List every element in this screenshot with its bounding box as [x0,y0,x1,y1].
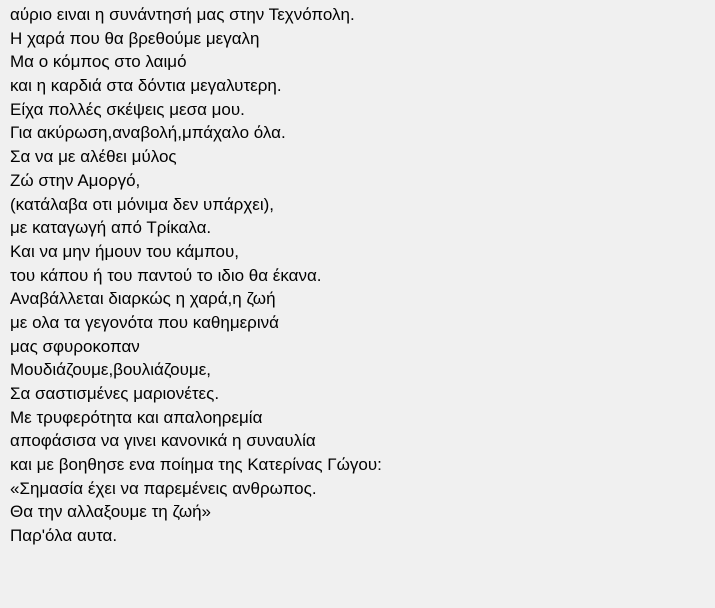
poem-line: του κάπου ή του παντού το ιδιο θα έκανα. [10,265,322,285]
poem-line: Ζώ στην Αμοργό, [10,170,141,190]
poem-line: Η χαρά που θα βρεθούμε μεγαλη [10,28,260,48]
poem-line: Μουδιάζουμε,βουλιάζουμε, [10,360,212,380]
poem-line: αποφάσισα να γινει κανονικά η συναυλία [10,431,316,451]
poem-line: με ολα τα γεγονότα που καθημερινά [10,312,279,332]
poem-line: «Σημασία έχει να παρεμένεις ανθρωπος. [10,478,317,498]
poem-line: Σα να με αλέθει μύλος [10,147,177,167]
poem-line: και με βοηθησε ενα ποίημα της Κατερίνας Γώγου: [10,455,382,475]
poem-line: (κατάλαβα οτι μόνιμα δεν υπάρχει), [10,194,274,214]
poem-line: Παρ'όλα αυτα. [10,526,118,546]
poem-line: Είχα πολλές σκέψεις μεσα μου. [10,99,245,119]
poem-line: Και να μην ήμουν του κάμπου, [10,241,240,261]
poem-line: Σα σαστισμένες μαριονέτες. [10,384,220,403]
poem-line: αύριο ειναι η συνάντησή μας στην Τεχνόπολη. [10,5,355,24]
poem-text [10,3,710,548]
poem-line: και η καρδιά στα δόντια μεγαλυτερη. [10,76,282,96]
poem-line: Αναβάλλεται διαρκώς η χαρά,η ζωή [10,289,276,309]
poem-line: μας σφυροκοπαν [10,336,140,356]
poem-line: Μα ο κόμπος στο λαιμό [10,52,187,72]
poem-line: Για ακύρωση,αναβολή,μπάχαλο όλα. [10,123,286,143]
poem-line: με καταγωγή από Τρίκαλα. [10,218,212,238]
poem-line: Θα την αλλαξουμε τη ζωή» [10,502,212,522]
poem-line: Με τρυφερότητα και απαλοηρεμία [10,407,263,427]
